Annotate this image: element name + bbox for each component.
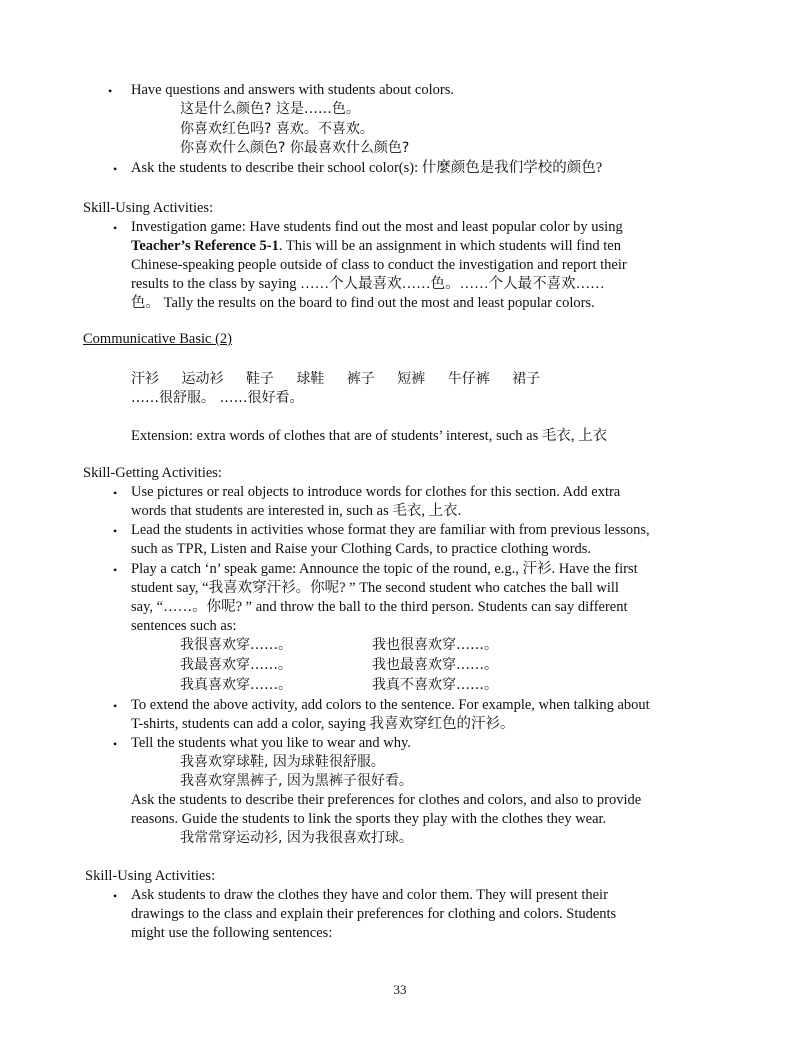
sentence-left-1: 我很喜欢穿……。: [180, 637, 292, 653]
draw-clothes-line-1: Ask students to draw the clothes they have and color them. They will present their: [131, 887, 608, 903]
lead-activities-line-2: such as TPR, Listen and Raise your Clothing Cards, to practice clothing words.: [131, 541, 592, 557]
catch-game-line-3: say, “……。你呢? ” and throw the ball to the third person. Students can say different: [131, 599, 628, 615]
wear-why-chinese-3: 我常常穿运动衫, 因为我很喜欢打球。: [180, 830, 413, 846]
sentence-right-3: 我真不喜欢穿……。: [372, 677, 498, 693]
chinese-example-3: 你喜欢什么颜色? 你最喜欢什么颜色?: [180, 140, 410, 156]
vocab-item: 短裤: [397, 371, 426, 387]
school-color-bullet: Ask the students to describe their school color(s): 什麼颜色是我们学校的颜色?: [131, 160, 603, 176]
colors-question-bullet: Have questions and answers with students about colors.: [131, 82, 454, 98]
sentence-left-2: 我最喜欢穿……。: [180, 657, 292, 673]
bullet-icon: •: [113, 162, 118, 176]
skill-using-heading: Skill-Using Activities:: [83, 200, 214, 216]
chinese-example-2: 你喜欢红色吗? 喜欢。不喜欢。: [180, 121, 374, 137]
sentence-right-2: 我也最喜欢穿……。: [372, 657, 498, 673]
skill-getting-heading: Skill-Getting Activities:: [83, 465, 222, 481]
vocab-item: 裤子: [346, 371, 375, 387]
investigation-line-2: [131, 237, 621, 256]
sentence-right-1: 我也很喜欢穿……。: [372, 637, 498, 653]
vocab-item: 球鞋: [296, 371, 325, 387]
vocab-item: 牛仔裤: [447, 371, 490, 387]
extension-line: Extension: extra words of clothes that are of students’ interest, such as 毛衣, 上衣: [131, 428, 608, 444]
investigation-line-2-rest: . This will be an assignment in which students will find ten: [278, 238, 621, 254]
wear-why-line-3: reasons. Guide the students to link the sports they play with the clothes they wear.: [131, 811, 607, 827]
pictures-line-1: Use pictures or real objects to introduce words for clothes for this section. Add extra: [131, 484, 621, 500]
vocab-item: 运动衫: [181, 371, 224, 387]
wear-why-chinese-1: 我喜欢穿球鞋, 因为球鞋很舒服。: [180, 754, 385, 770]
draw-clothes-line-2: drawings to the class and explain their preferences for clothing and colors. Students: [131, 906, 617, 922]
draw-clothes-line-3: might use the following sentences:: [131, 925, 333, 941]
investigation-line-1: Investigation game: Have students find out the most and least popular color by using: [131, 219, 623, 235]
bullet-icon: •: [108, 84, 113, 98]
investigation-line-4: results to the class by saying ……个人最喜欢……色。……个人最不喜欢……: [131, 276, 605, 292]
clothing-vocab-list: [131, 370, 558, 389]
extend-activity-line-2: T-shirts, students can add a color, saying 我喜欢穿红色的汗衫。: [131, 716, 515, 732]
page-number: 33: [393, 982, 407, 997]
bullet-icon: •: [113, 221, 118, 235]
lead-activities-line-1: Lead the students in activities whose format they are familiar with from previous lessons,: [131, 522, 650, 538]
vocab-item: 汗衫: [131, 371, 159, 387]
wear-why-line-1: Tell the students what you like to wear and why.: [131, 735, 411, 751]
communicative-basic-heading: Communicative Basic (2): [83, 331, 232, 347]
skill-using-heading-2: Skill-Using Activities:: [85, 868, 216, 884]
teacher-reference: Teacher’s Reference 5-1: [131, 238, 279, 254]
investigation-line-3: Chinese-speaking people outside of class to conduct the investigation and report their: [131, 257, 627, 273]
catch-game-line-2: student say, “我喜欢穿汗衫。你呢? ” The second student who catches the ball will: [131, 580, 619, 596]
catch-game-line-4: sentences such as:: [131, 618, 237, 634]
bullet-icon: •: [113, 737, 118, 751]
bullet-icon: •: [113, 524, 118, 538]
bullet-icon: •: [113, 699, 118, 713]
catch-game-line-1: Play a catch ‘n’ speak game: Announce the topic of the round, e.g., 汗衫. Have the first: [131, 561, 638, 577]
vocab-item: 裙子: [512, 371, 541, 387]
wear-why-line-2: Ask the students to describe their preferences for clothes and colors, and also to provide: [131, 792, 642, 808]
investigation-line-5: 色。 Tally the results on the board to find out the most and least popular colors.: [131, 295, 595, 311]
extend-activity-line-1: To extend the above activity, add colors to the sentence. For example, when talking about: [131, 697, 650, 713]
vocab-item: 鞋子: [245, 371, 274, 387]
chinese-example-1: 这是什么颜色? 这是……色。: [180, 101, 360, 117]
bullet-icon: •: [113, 563, 118, 577]
bullet-icon: •: [113, 486, 118, 500]
bullet-icon: •: [113, 889, 118, 903]
pictures-line-2: words that students are interested in, such as 毛衣, 上衣.: [131, 503, 462, 519]
sentence-left-3: 我真喜欢穿……。: [180, 677, 292, 693]
clothing-phrases: ……很舒服。 ……很好看。: [131, 390, 304, 406]
wear-why-chinese-2: 我喜欢穿黑裤子, 因为黑裤子很好看。: [180, 773, 413, 789]
